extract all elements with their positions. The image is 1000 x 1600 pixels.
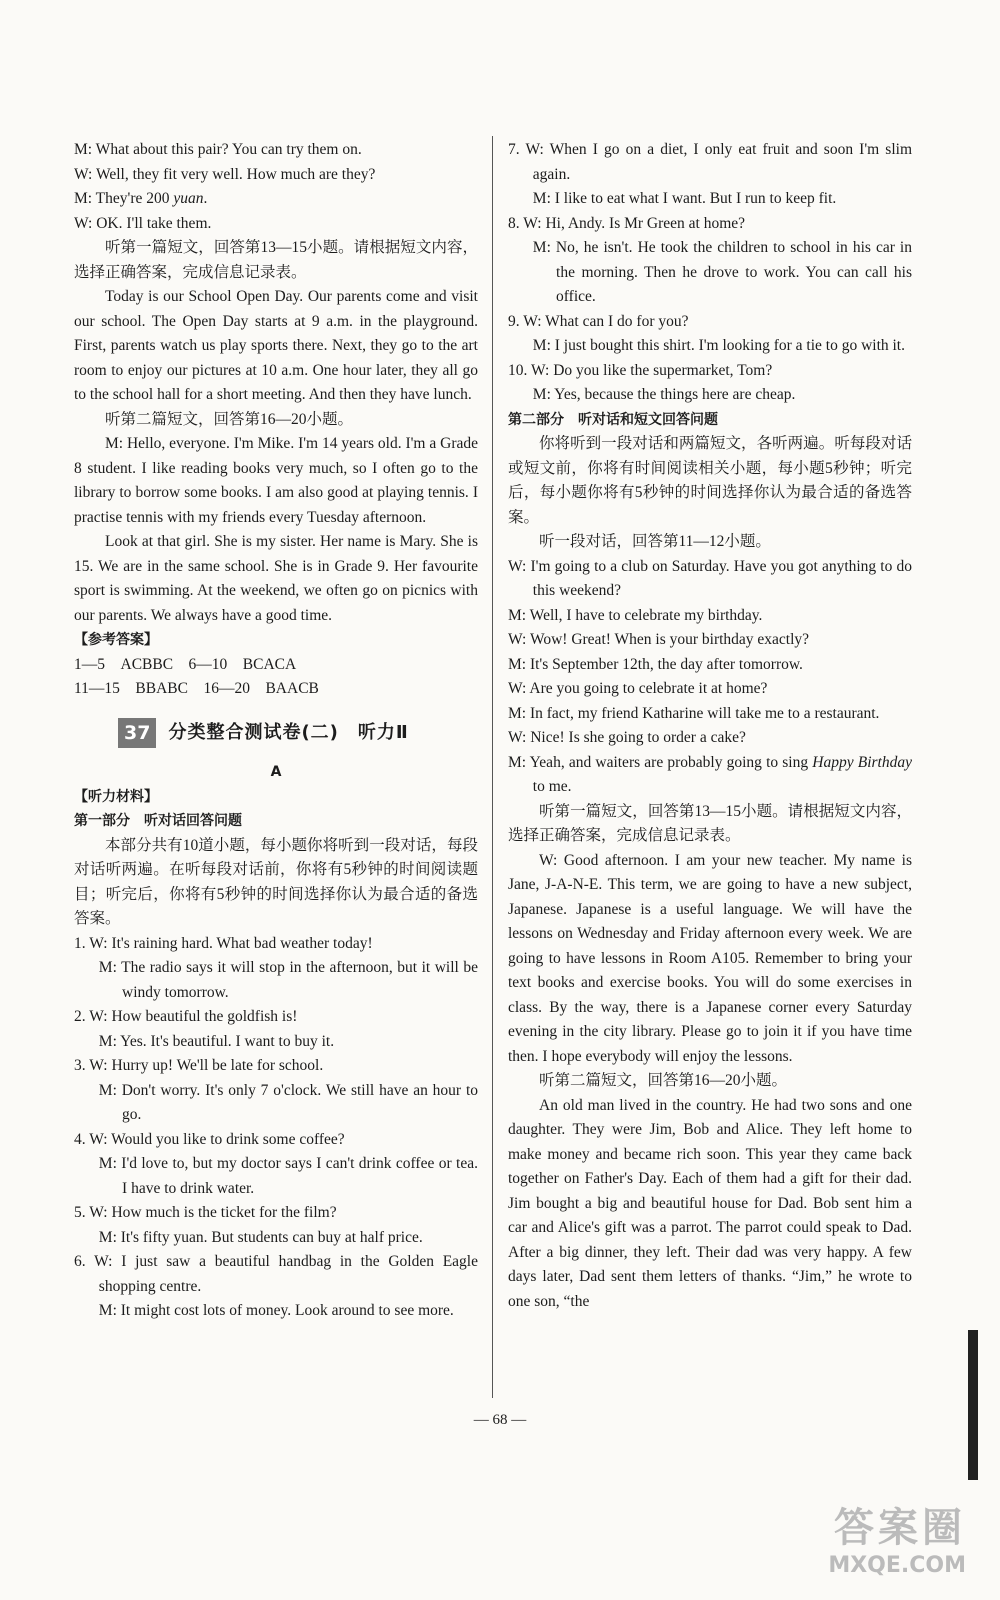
dialogue-question: 8. W: Hi, Andy. Is Mr Green at home? xyxy=(508,214,746,232)
dialogue-line: M: What about this pair? You can try them on. xyxy=(74,141,362,158)
dialogue-question: 3. W: Hurry up! We'll be late for school. xyxy=(74,1057,324,1074)
answers-line: 1—5 ACBBC 6—10 BCACA xyxy=(74,655,297,673)
dialogue-answer: M: It might cost lots of money. Look around to see more. xyxy=(98,1302,454,1319)
dialogue-question: 7. W: When I go on a diet, I only eat fruit and soon I'm slim again. xyxy=(508,141,912,183)
dialogue-item xyxy=(74,1128,478,1202)
dialogue-answer: M: The radio says it will stop in the afternoon, but it will be windy tomorrow. xyxy=(98,959,478,1001)
section-header xyxy=(118,718,478,749)
dialogue-item xyxy=(74,1054,478,1128)
page-number: — 68 — xyxy=(473,1412,527,1428)
scan-edge-mark xyxy=(968,1330,978,1480)
conversation-text: to me. xyxy=(532,778,572,795)
section-letter: A xyxy=(270,764,282,780)
dialogue-answer: M: Don't worry. It's only 7 o'clock. We still have an hour to go. xyxy=(98,1081,478,1123)
italic-title: Happy Birthday xyxy=(812,753,912,771)
dialogue-item xyxy=(508,138,912,212)
conversation-line: M: Well, I have to celebrate my birthday. xyxy=(508,606,763,624)
conversation-line: M: It's September 12th, the day after tomorrow. xyxy=(508,655,803,673)
dialogue-answer: M: It's fifty yuan. But students can buy at half price. xyxy=(98,1228,423,1246)
question-heading: 听第一篇短文，回答第13—15小题。请根据短文内容，选择正确答案，完成信息记录表。 xyxy=(74,239,478,281)
passage-paragraph: Today is our School Open Day. Our parents come and visit our school. The Open Day starts at 9 a.m. in the playground. First, parents watch us play sports there. Next, they go to the art room to enjoy our pictures at 10 a.m. One hour later, they all go to the school hall for a short meeting. And then they have lunch. xyxy=(74,288,478,403)
dialogue-question: 1. W: It's raining hard. What bad weather today! xyxy=(74,934,373,952)
conversation-line: M: In fact, my friend Katharine will take me to a restaurant. xyxy=(508,704,880,722)
material-heading: 【听力材料】 xyxy=(74,788,158,805)
dialogue-question: 4. W: Would you like to drink some coffee? xyxy=(74,1130,345,1148)
dialogue-question: 5. W: How much is the ticket for the film? xyxy=(74,1204,337,1221)
dialogue-item xyxy=(508,212,912,310)
question-heading: 听第二篇短文，回答第16—20小题。 xyxy=(105,410,354,428)
dialogue-answer: M: Yes, because the things here are cheap. xyxy=(532,386,796,403)
part-heading: 第一部分 听对话回答问题 xyxy=(74,813,242,829)
watermark-url: MXQE.COM xyxy=(828,1553,966,1578)
dialogue-text: . xyxy=(203,190,208,207)
right-column xyxy=(508,138,912,1314)
dialogue-item xyxy=(74,932,478,1006)
passage-paragraph: M: Hello, everyone. I'm Mike. I'm 14 years old. I'm a Grade 8 student. I like reading books very much, so I often go to the library to borrow some books. I am also good at playing tennis. I practise tennis with my friends every Tuesday afternoon. xyxy=(74,435,478,526)
dialogue-line: W: Well, they fit very well. How much are they? xyxy=(74,165,376,183)
dialogue-text: M: They're 200 xyxy=(74,190,174,207)
dialogue-line xyxy=(74,187,478,212)
left-column xyxy=(74,138,478,1324)
conversation-line: W: Are you going to celebrate it at home? xyxy=(508,680,768,697)
watermark-text: 答案圈 xyxy=(834,1505,966,1551)
passage-paragraph: W: Good afternoon. I am your new teacher. My name is Jane, J-A-N-E. This term, we are going to have a new subject, Japanese. Japanese is a useful language. We will have the lessons on Wednesday and Friday afternoon every week. We are going to have lessons in Room A105. Remember to bring your text books and exercise books. You will do some exercises in class. By the way, there is a Japanese corner every Saturday evening in the city library. Please go to join it if you have time then. I hope everybody will enjoy the lessons. xyxy=(508,851,912,1065)
conversation-line xyxy=(508,751,912,800)
dialogue-item xyxy=(508,359,912,408)
dialogue-line: W: OK. I'll take them. xyxy=(74,214,212,232)
column-divider xyxy=(492,136,493,1398)
watermark-logo xyxy=(828,1496,966,1578)
dialogue-answer: M: Yes. It's beautiful. I want to buy it. xyxy=(98,1032,335,1050)
dialogue-question: 2. W: How beautiful the goldfish is! xyxy=(74,1008,298,1025)
section-title: 分类整合测试卷(二) 听力Ⅱ xyxy=(168,721,409,743)
answers-heading: 【参考答案】 xyxy=(74,632,158,648)
dialogue-question: 9. W: What can I do for you? xyxy=(508,312,689,330)
part-intro: 你将听到一段对话和两篇短文，各听两遍。听每段对话或短文前，你将有时间阅读相关小题，每小题5秒钟；听完后，每小题你将有5秒钟的时间选择你认为最合适的备选答案。 xyxy=(508,435,912,526)
dialogue-question: 10. W: Do you like the supermarket, Tom? xyxy=(508,361,773,379)
dialogue-answer: M: I'd love to, but my doctor says I can't drink coffee or tea. I have to drink water. xyxy=(98,1155,478,1197)
section-number-badge: 37 xyxy=(118,718,156,749)
dialogue-item xyxy=(74,1250,478,1324)
part-heading: 第二部分 听对话和短文回答问题 xyxy=(508,411,718,428)
italic-word: yuan xyxy=(173,190,204,207)
question-heading: 听第二篇短文，回答第16—20小题。 xyxy=(539,1072,788,1089)
answers-line: 11—15 BBABC 16—20 BAACB xyxy=(74,680,319,697)
dialogue-question: 6. W: I just saw a beautiful handbag in the Golden Eagle shopping centre. xyxy=(74,1253,478,1295)
question-heading: 听第一篇短文，回答第13—15小题。请根据短文内容，选择正确答案，完成信息记录表。 xyxy=(508,802,912,844)
conversation-line: W: Wow! Great! When is your birthday exactly? xyxy=(508,631,810,648)
passage-paragraph: An old man lived in the country. He had two sons and one daughter. They were Jim, Bob and Alice. They left home to make money and became rich soon. This year they came back together on Father's Day. Each of them had a gift for their dad. Jim bought a big and beautiful house for Dad. Bob sent him a car and Alice's gift was a parrot. The parrot could speak to Dad. After a big dinner, they left. Their dad was very happy. A few days later, Dad sent them letters of thanks. “Jim,” he wrote to one son, “the xyxy=(508,1096,912,1310)
part-intro: 本部分共有10道小题，每小题你将听到一段对话，每段对话听两遍。在听每段对话前，你将有5秒钟的时间阅读题目；听完后，你将有5秒钟的时间选择你认为最合适的备选答案。 xyxy=(74,836,478,927)
dialogue-item xyxy=(74,1005,478,1054)
conversation-text: M: Yeah, and waiters are probably going to sing xyxy=(508,753,813,771)
dialogue-answer: M: I like to eat what I want. But I run to keep fit. xyxy=(532,190,837,207)
conversation-line: W: Nice! Is she going to order a cake? xyxy=(508,729,746,746)
passage-paragraph: Look at that girl. She is my sister. Her name is Mary. She is 15. We are in the same school. She is in Grade 9. Her favourite sport is swimming. At the weekend, we often go on picnics with our parents. We always have a good time. xyxy=(74,533,478,624)
dialogue-answer: M: No, he isn't. He took the children to school in his car in the morning. Then he drove to work. You can call his office. xyxy=(532,239,912,305)
dialogue-item xyxy=(74,1201,478,1250)
dialogue-item xyxy=(508,310,912,359)
question-heading: 听一段对话，回答第11—12小题。 xyxy=(539,533,771,550)
dialogue-answer: M: I just bought this shirt. I'm looking for a tie to go with it. xyxy=(532,337,905,354)
conversation-line: W: I'm going to a club on Saturday. Have you got anything to do this weekend? xyxy=(508,557,912,599)
